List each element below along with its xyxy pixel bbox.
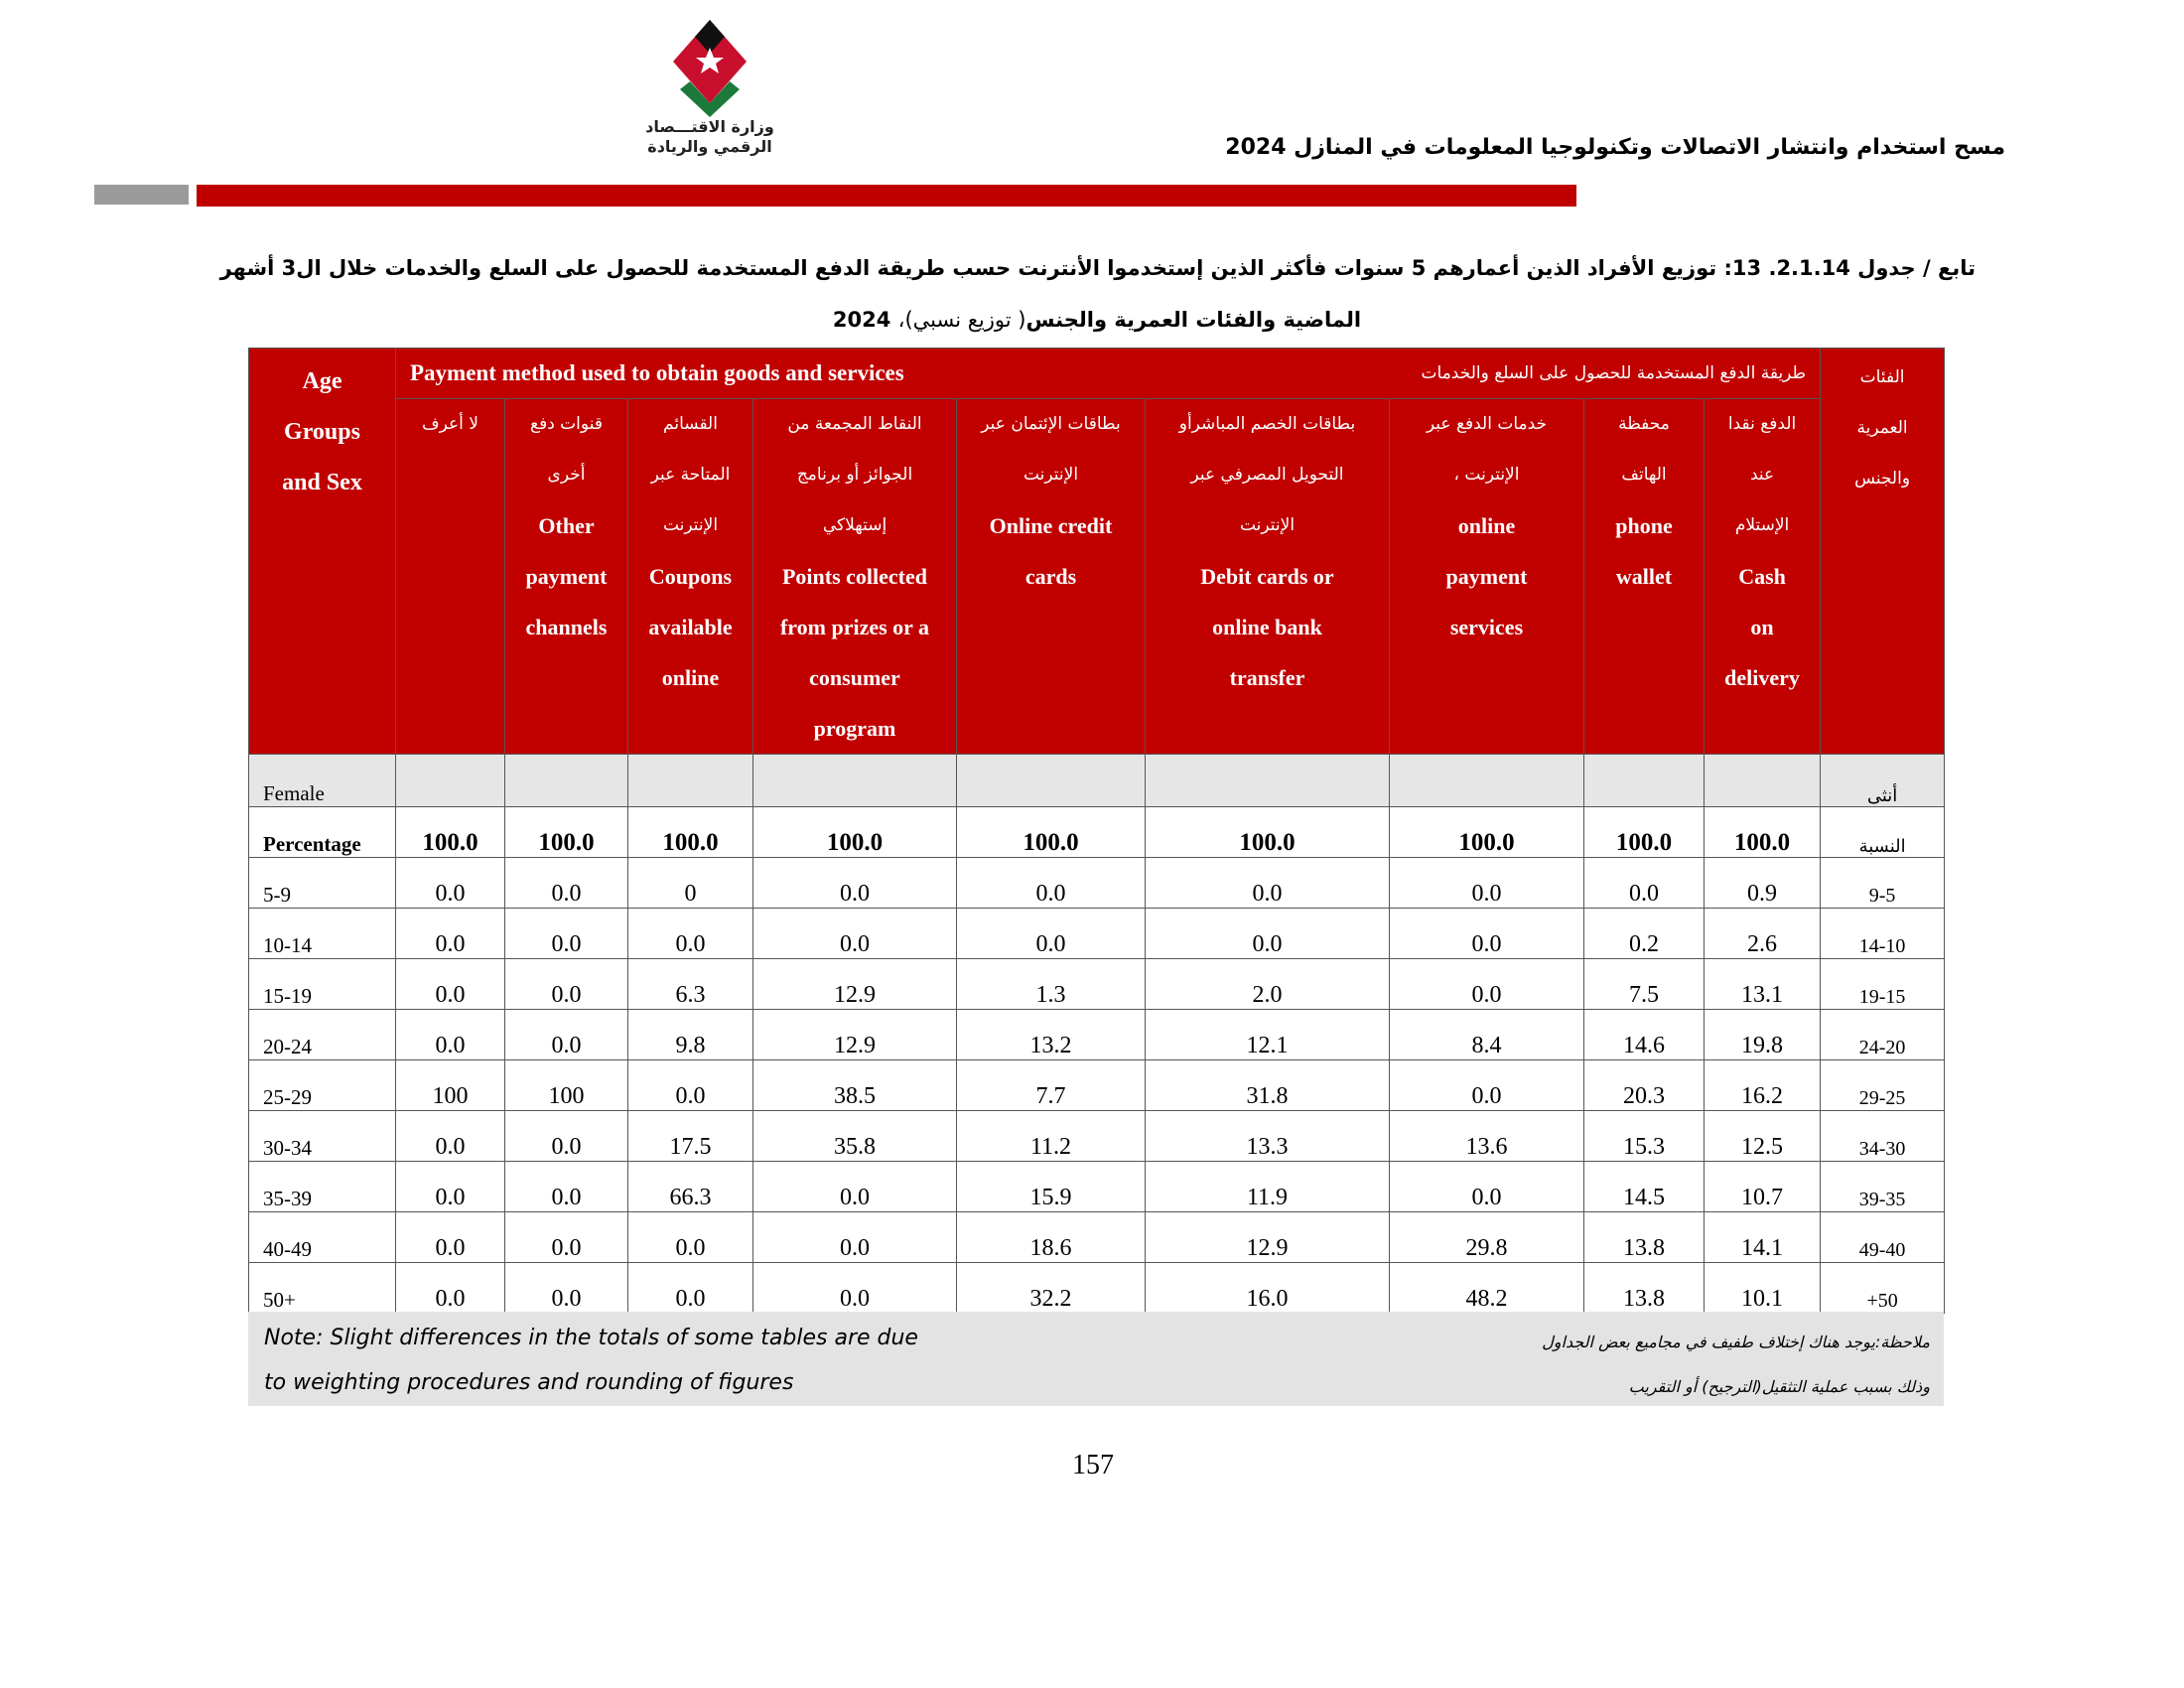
- row-label-ar: 34-30: [1821, 1111, 1945, 1162]
- table-cell: [1584, 755, 1705, 807]
- table-cell: 15.3: [1584, 1111, 1705, 1162]
- table-cell: 13.8: [1584, 1263, 1705, 1314]
- table-cell: 12.9: [753, 1010, 957, 1060]
- table-cell: 0.0: [505, 858, 628, 909]
- table-cell: 100.0: [1146, 807, 1390, 858]
- table-cell: 0.0: [396, 1010, 505, 1060]
- row-label-ar: 29-25: [1821, 1060, 1945, 1111]
- table-cell: 100.0: [957, 807, 1146, 858]
- table-cell: 0.0: [1390, 909, 1584, 959]
- row-label: Percentage: [249, 807, 396, 858]
- table-cell: 0.0: [396, 1263, 505, 1314]
- table-cell: 0.0: [505, 1162, 628, 1212]
- table-cell: 12.5: [1705, 1111, 1821, 1162]
- table-body: [249, 755, 1945, 1314]
- table-cell: [628, 755, 753, 807]
- row-label: 10-14: [249, 909, 396, 959]
- payment-method-header: Payment method used to obtain goods and services طريقة الدفع المستخدمة للحصول على السلع والخدمات: [396, 349, 1821, 399]
- column-header-4: بطاقات الإئتمان عبر الإنترنت Online credit cards: [957, 399, 1146, 755]
- table-cell: 12.1: [1146, 1010, 1390, 1060]
- table-cell: 9.8: [628, 1010, 753, 1060]
- column-header-5: بطاقات الخصم المباشرأو التحويل المصرفي عبر الإنترنت Debit cards or online bank transfer: [1146, 399, 1390, 755]
- table-cell: 13.6: [1390, 1111, 1584, 1162]
- table-cell: 29.8: [1390, 1212, 1584, 1263]
- note-english: Note: Slight differences in the totals of some tables are due to weighting procedures and rounding of figures: [264, 1326, 918, 1395]
- table-cell: 100: [396, 1060, 505, 1111]
- table-cell: 100.0: [1584, 807, 1705, 858]
- note-arabic: ملاحظة:يوجد هناك إختلاف طفيف في مجاميع بعض الجداول وذلك بسبب عملية التثقيل(الترجيح) أو التقريب: [1542, 1333, 1930, 1396]
- column-header-1: قنوات دفع أخرى Other payment channels: [505, 399, 628, 755]
- table-cell: 2.0: [1146, 959, 1390, 1010]
- table-cell: 31.8: [1146, 1060, 1390, 1111]
- table-cell: 0.0: [505, 1010, 628, 1060]
- row-label-ar: 24-20: [1821, 1010, 1945, 1060]
- table-row: [249, 1060, 1945, 1111]
- column-header-8: الدفع نقدا عند الإستلام Cash on delivery: [1705, 399, 1821, 755]
- table-title: [218, 242, 1976, 346]
- section-row-female: [249, 755, 1945, 807]
- table-cell: 0.0: [505, 959, 628, 1010]
- table-cell: 100.0: [1705, 807, 1821, 858]
- table-cell: 0.0: [1390, 858, 1584, 909]
- report-title: مسح استخدام وانتشار الاتصالات وتكنولوجيا المعلومات في المنازل 2024: [1225, 135, 2005, 160]
- column-header-6: خدمات الدفع عبر الإنترنت ، online payment services: [1390, 399, 1584, 755]
- table-row: [249, 909, 1945, 959]
- table-cell: [396, 755, 505, 807]
- table-row: [249, 1263, 1945, 1314]
- table-cell: 38.5: [753, 1060, 957, 1111]
- row-label-ar: 49-40: [1821, 1212, 1945, 1263]
- column-header-7: محفظة الهاتف phone wallet: [1584, 399, 1705, 755]
- column-header-row: [249, 399, 1945, 755]
- table-cell: 0.0: [1146, 909, 1390, 959]
- table-row: [249, 1212, 1945, 1263]
- table-cell: 0.0: [1584, 858, 1705, 909]
- table-cell: 13.1: [1705, 959, 1821, 1010]
- table-cell: 0.0: [957, 858, 1146, 909]
- age-groups-header-ar: الفئات العمرية والجنس: [1821, 349, 1945, 755]
- table-cell: 100.0: [1390, 807, 1584, 858]
- row-label-ar: 39-35: [1821, 1162, 1945, 1212]
- table-cell: 66.3: [628, 1162, 753, 1212]
- row-label-ar: 19-15: [1821, 959, 1945, 1010]
- table-cell: 0.0: [753, 1263, 957, 1314]
- table-note: [248, 1312, 1944, 1406]
- age-groups-header: Age Groups and Sex: [249, 349, 396, 755]
- row-label-ar: +50: [1821, 1263, 1945, 1314]
- table-cell: 13.8: [1584, 1212, 1705, 1263]
- table-cell: 0.0: [628, 1263, 753, 1314]
- table-cell: 7.5: [1584, 959, 1705, 1010]
- table-cell: 11.2: [957, 1111, 1146, 1162]
- column-header-3: النقاط المجمعة من الجوائز أو برنامج إستهلاكي Points collected from prizes or a consumer program: [753, 399, 957, 755]
- table-cell: [1146, 755, 1390, 807]
- row-label-ar: 14-10: [1821, 909, 1945, 959]
- table-cell: 2.6: [1705, 909, 1821, 959]
- table-cell: 11.9: [1146, 1162, 1390, 1212]
- column-header-0: لا أعرف: [396, 399, 505, 755]
- row-label-ar: النسبة: [1821, 807, 1945, 858]
- table-cell: 0.0: [396, 959, 505, 1010]
- table-cell: 100.0: [505, 807, 628, 858]
- table-cell: 32.2: [957, 1263, 1146, 1314]
- table-cell: 7.7: [957, 1060, 1146, 1111]
- table-cell: 12.9: [753, 959, 957, 1010]
- table-cell: 0.0: [753, 1212, 957, 1263]
- table-cell: 12.9: [1146, 1212, 1390, 1263]
- table-cell: [1390, 755, 1584, 807]
- row-label: 35-39: [249, 1162, 396, 1212]
- table-row: [249, 1010, 1945, 1060]
- table-cell: [753, 755, 957, 807]
- table-row: [249, 959, 1945, 1010]
- table-cell: 10.7: [1705, 1162, 1821, 1212]
- row-label: 25-29: [249, 1060, 396, 1111]
- row-label: 20-24: [249, 1010, 396, 1060]
- table-cell: 13.3: [1146, 1111, 1390, 1162]
- table-cell: 15.9: [957, 1162, 1146, 1212]
- table-cell: 0.2: [1584, 909, 1705, 959]
- table-cell: 0.0: [753, 858, 957, 909]
- ministry-logo: [635, 18, 784, 167]
- table-cell: 0.0: [628, 1060, 753, 1111]
- table-row: [249, 1162, 1945, 1212]
- table-cell: 0.0: [1390, 1060, 1584, 1111]
- table-cell: 0.0: [505, 1111, 628, 1162]
- table-cell: 100: [505, 1060, 628, 1111]
- table-cell: 14.1: [1705, 1212, 1821, 1263]
- table-cell: [505, 755, 628, 807]
- table-cell: 1.3: [957, 959, 1146, 1010]
- table-cell: 0.0: [753, 1162, 957, 1212]
- table-cell: 0.9: [1705, 858, 1821, 909]
- table-row: [249, 1111, 1945, 1162]
- header-rule-gray: [94, 185, 189, 205]
- table-cell: 14.5: [1584, 1162, 1705, 1212]
- table-cell: 0.0: [1390, 1162, 1584, 1212]
- section-label-ar: أنثى: [1821, 755, 1945, 807]
- table-cell: 8.4: [1390, 1010, 1584, 1060]
- row-label-ar: 9-5: [1821, 858, 1945, 909]
- table-cell: 0.0: [505, 1212, 628, 1263]
- table-cell: 0.0: [957, 909, 1146, 959]
- table-cell: [957, 755, 1146, 807]
- row-label: 30-34: [249, 1111, 396, 1162]
- table-cell: 20.3: [1584, 1060, 1705, 1111]
- row-label: 50+: [249, 1263, 396, 1314]
- table-cell: 0.0: [505, 909, 628, 959]
- table-cell: 6.3: [628, 959, 753, 1010]
- jordan-emblem-icon: [635, 18, 784, 117]
- table-cell: 100.0: [753, 807, 957, 858]
- table-cell: 0.0: [628, 1212, 753, 1263]
- table-cell: 17.5: [628, 1111, 753, 1162]
- table-cell: 0.0: [396, 858, 505, 909]
- table-cell: 14.6: [1584, 1010, 1705, 1060]
- header-row-top: [249, 349, 1945, 399]
- table-cell: 35.8: [753, 1111, 957, 1162]
- table-cell: 13.2: [957, 1010, 1146, 1060]
- table-title-line1: تابع / جدول 2.1.14. 13: توزيع الأفراد الذين أعمارهم 5 سنوات فأكثر الذين إستخدموا الأنترنت حسب طريقة الدفع المستخدمة للحصول على السلع والخدمات خلال ال3 أشهر: [219, 256, 1976, 280]
- header-rule-red: [197, 185, 1576, 207]
- table-cell: 18.6: [957, 1212, 1146, 1263]
- table-cell: 16.2: [1705, 1060, 1821, 1111]
- table-cell: 10.1: [1705, 1263, 1821, 1314]
- table-row: [249, 807, 1945, 858]
- table-cell: 0: [628, 858, 753, 909]
- table-cell: 0.0: [505, 1263, 628, 1314]
- row-label: 15-19: [249, 959, 396, 1010]
- ministry-logo-text: وزارة الاقتـــصاد الرقمي والريادة: [645, 117, 774, 156]
- table-cell: 16.0: [1146, 1263, 1390, 1314]
- page-number: 157: [1072, 1450, 1114, 1480]
- table-cell: 0.0: [396, 1111, 505, 1162]
- table-cell: 0.0: [628, 909, 753, 959]
- table-title-line2: الماضية والفئات العمرية والجنس( توزيع نسبي)، 2024: [832, 308, 1362, 332]
- payment-methods-table: [248, 348, 1945, 1314]
- table-cell: 19.8: [1705, 1010, 1821, 1060]
- table-cell: 0.0: [1390, 959, 1584, 1010]
- row-label: 40-49: [249, 1212, 396, 1263]
- table-cell: 0.0: [1146, 858, 1390, 909]
- table-cell: 100.0: [628, 807, 753, 858]
- table-cell: 0.0: [396, 1162, 505, 1212]
- table-cell: 100.0: [396, 807, 505, 858]
- column-header-2: القسائم المتاحة عبر الإنترنت Coupons available online: [628, 399, 753, 755]
- table-cell: 0.0: [753, 909, 957, 959]
- table-cell: 48.2: [1390, 1263, 1584, 1314]
- row-label: 5-9: [249, 858, 396, 909]
- table-cell: [1705, 755, 1821, 807]
- section-label: Female: [249, 755, 396, 807]
- table-row: [249, 858, 1945, 909]
- table-cell: 0.0: [396, 909, 505, 959]
- table-cell: 0.0: [396, 1212, 505, 1263]
